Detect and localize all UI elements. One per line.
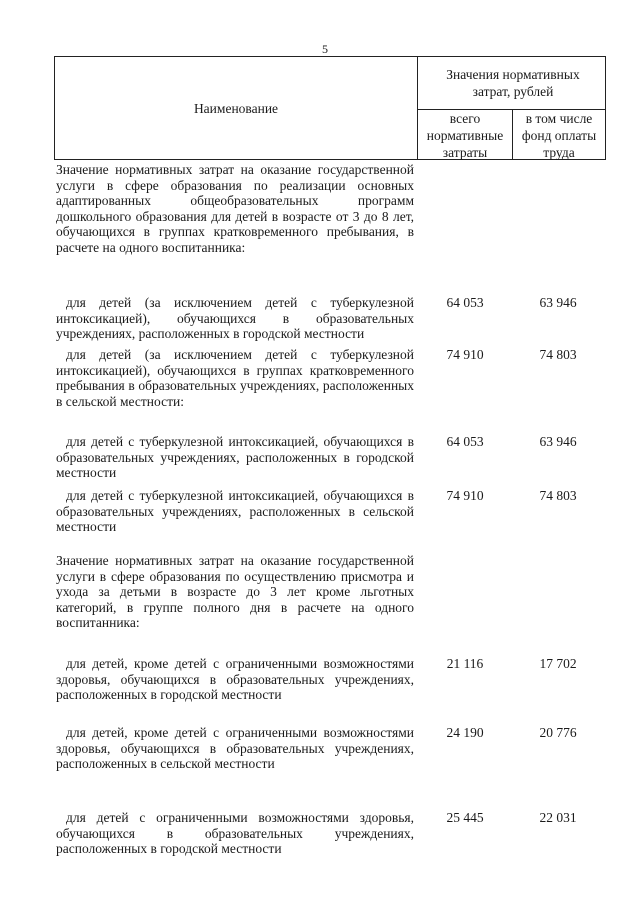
header-total: всего нормативные затраты	[426, 111, 504, 160]
table-row-label: для детей, кроме детей с ограниченными возможностями здоровья, обучающихся в образовательных учреждениях, расположенных в сельской местности	[56, 725, 414, 772]
table-row-label: для детей с туберкулезной интоксикацией, обучающихся в образовательных учреждениях, расположенных в сельской местности	[56, 488, 414, 535]
table-row-wage: 22 031	[539, 810, 577, 825]
section-heading: Значение нормативных затрат на оказание государственной услуги в сфере образования по осуществлению присмотра и ухода за детьми в возрасте до 3 лет кроме льготных категорий, в группе полного дня в расчете на одного воспитанника:	[56, 553, 414, 631]
table-row-label: для детей, кроме детей с ограниченными возможностями здоровья, обучающихся в образовательных учреждениях, расположенных в городской местности	[56, 656, 414, 703]
table-row-total: 64 053	[446, 434, 484, 449]
table-row-label: для детей (за исключением детей с туберкулезной интоксикацией), обучающихся в группах кратковременного пребывания в образовательных учреждениях, расположенных в сельской местности:	[56, 347, 414, 409]
table-row-total: 21 116	[446, 656, 484, 671]
table-header	[54, 56, 606, 160]
header-name: Наименование	[193, 101, 279, 116]
table-row-wage: 63 946	[539, 295, 577, 310]
table-row-wage: 17 702	[539, 656, 577, 671]
header-wage: в том числе фонд оплаты труда	[521, 111, 597, 160]
table-row-total: 74 910	[446, 488, 484, 503]
table-row-wage: 74 803	[539, 488, 577, 503]
table-row-label: для детей с ограниченными возможностями здоровья, обучающихся в образовательных учреждениях, расположенных в городской местности	[56, 810, 414, 857]
table-row-wage: 20 776	[539, 725, 577, 740]
table-row-total: 25 445	[446, 810, 484, 825]
table-row-wage: 74 803	[539, 347, 577, 362]
table-row-total: 64 053	[446, 295, 484, 310]
header-values: Значения нормативных затрат, рублей	[446, 67, 580, 99]
page-number: 5	[322, 42, 328, 56]
section-heading: Значение нормативных затрат на оказание государственной услуги в сфере образования по реализации основных адаптированных общеобразовательных программ дошкольного образования для детей в возрасте от 3 до 8 лет, обучающихся в группах кратковременного пребывания, в расчете на одного воспитанника:	[56, 162, 414, 255]
table-row-total: 74 910	[446, 347, 484, 362]
table-row-wage: 63 946	[539, 434, 577, 449]
table-row-label: для детей (за исключением детей с туберкулезной интоксикацией), обучающихся в образовательных учреждениях, расположенных в городской местности	[56, 295, 414, 342]
table-row-total: 24 190	[446, 725, 484, 740]
table-row-label: для детей с туберкулезной интоксикацией, обучающихся в образовательных учреждениях, расположенных в городской местности	[56, 434, 414, 481]
